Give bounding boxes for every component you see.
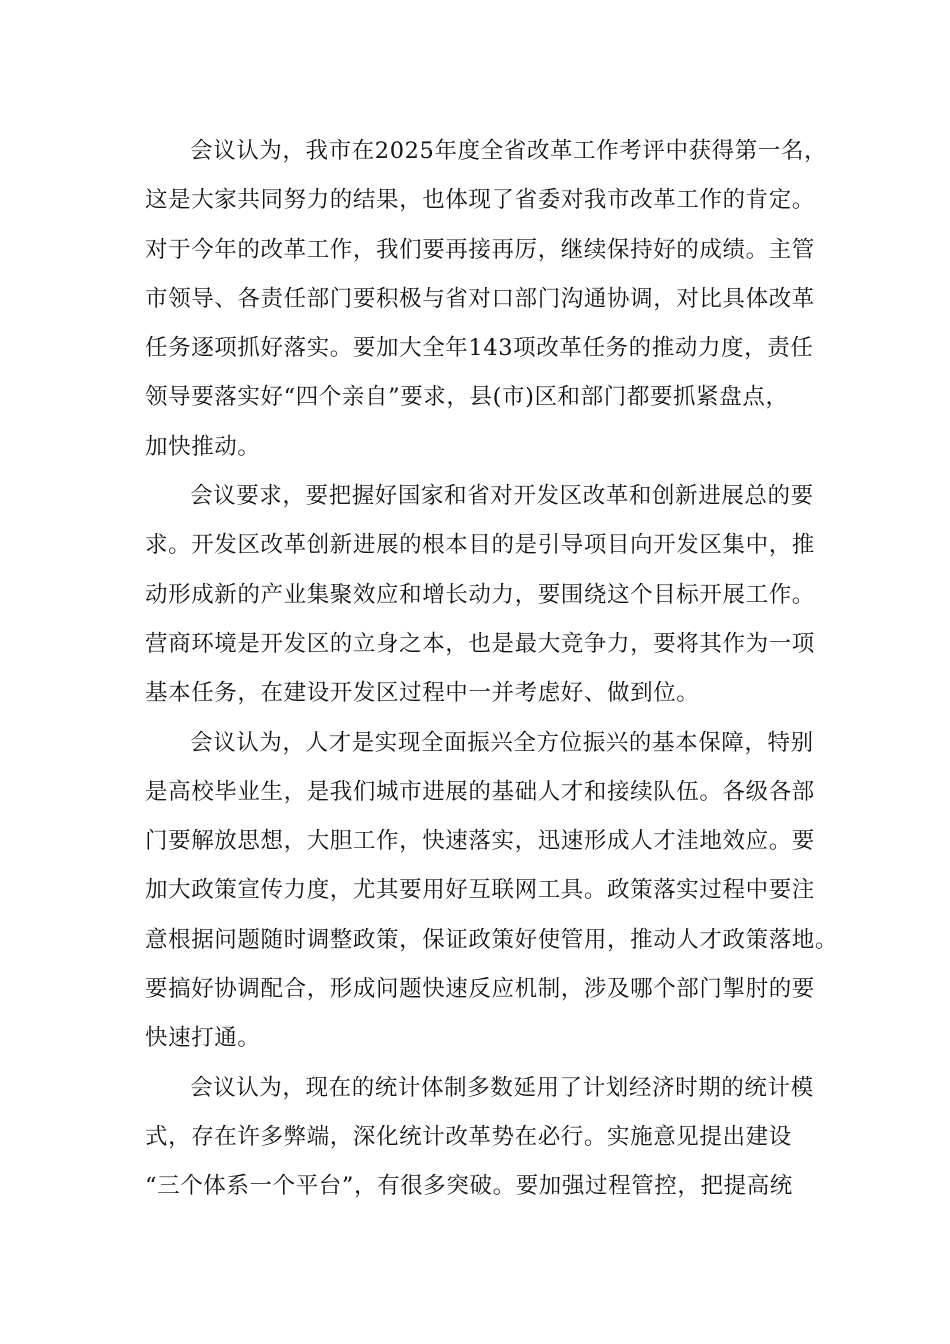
text-line: 会议认为，人才是实现全面振兴全方位振兴的基本保障，特别 — [190, 729, 814, 756]
text-line: 这是大家共同努力的结果，也体现了省委对我市改革工作的肯定。 — [145, 187, 815, 214]
text-line: “三个体系一个平台”，有很多突破。要加强过程管控，把提高统 — [145, 1173, 793, 1200]
text-line: 会议认为，现在的统计体制多数延用了计划经济时期的统计模 — [190, 1074, 814, 1101]
document-body — [145, 127, 839, 1212]
text-line: 市领导、各责任部门要积极与省对口部门沟通协调，对比具体改革 — [145, 285, 815, 312]
paragraph-2 — [145, 472, 825, 718]
text-line: 意根据问题随时调整政策，保证政策好使管用，推动人才政策落地。 — [145, 926, 839, 953]
text-line: 快速打通。 — [145, 1025, 261, 1052]
text-line: 是高校毕业生，是我们城市进展的基础人才和接续队伍。各级各部 — [145, 778, 815, 805]
text-line: 领导要落实好“四个亲自”要求，县(市)区和部门都要抓紧盘点， — [145, 384, 789, 411]
text-line: 门要解放思想，大胆工作，快速落实，迅速形成人才洼地效应。要 — [145, 828, 815, 855]
paragraph-3 — [145, 719, 839, 1064]
text-line: 任务逐项抓好落实。要加大全年143项改革任务的推动力度，责任 — [145, 335, 814, 362]
text-line: 会议要求，要把握好国家和省对开发区改革和创新进展总的要 — [190, 483, 814, 510]
text-line: 求。开发区改革创新进展的根本目的是引导项目向开发区集中，推 — [145, 532, 815, 559]
text-line: 动形成新的产业集聚效应和增长动力，要围绕这个目标开展工作。 — [145, 581, 815, 608]
text-line: 营商环境是开发区的立身之本，也是最大竞争力，要将其作为一项 — [145, 630, 815, 657]
paragraph-4 — [145, 1064, 825, 1212]
text-line: 式，存在许多弊端，深化统计改革势在必行。实施意见提出建设 — [145, 1123, 792, 1150]
text-line: 基本任务，在建设开发区过程中一并考虑好、做到位。 — [145, 680, 700, 707]
text-line: 加大政策宣传力度，尤其要用好互联网工具。政策落实过程中要注 — [145, 877, 815, 904]
text-line: 加快推动。 — [145, 433, 261, 460]
text-line: 要搞好协调配合，形成问题快速反应机制，涉及哪个部门掣肘的要 — [145, 976, 815, 1003]
text-line: 会议认为，我市在2025年度全省改革工作考评中获得第一名， — [190, 138, 828, 164]
text-line: 对于今年的改革工作，我们要再接再厉，继续保持好的成绩。主管 — [145, 236, 815, 263]
paragraph-1 — [145, 127, 828, 472]
